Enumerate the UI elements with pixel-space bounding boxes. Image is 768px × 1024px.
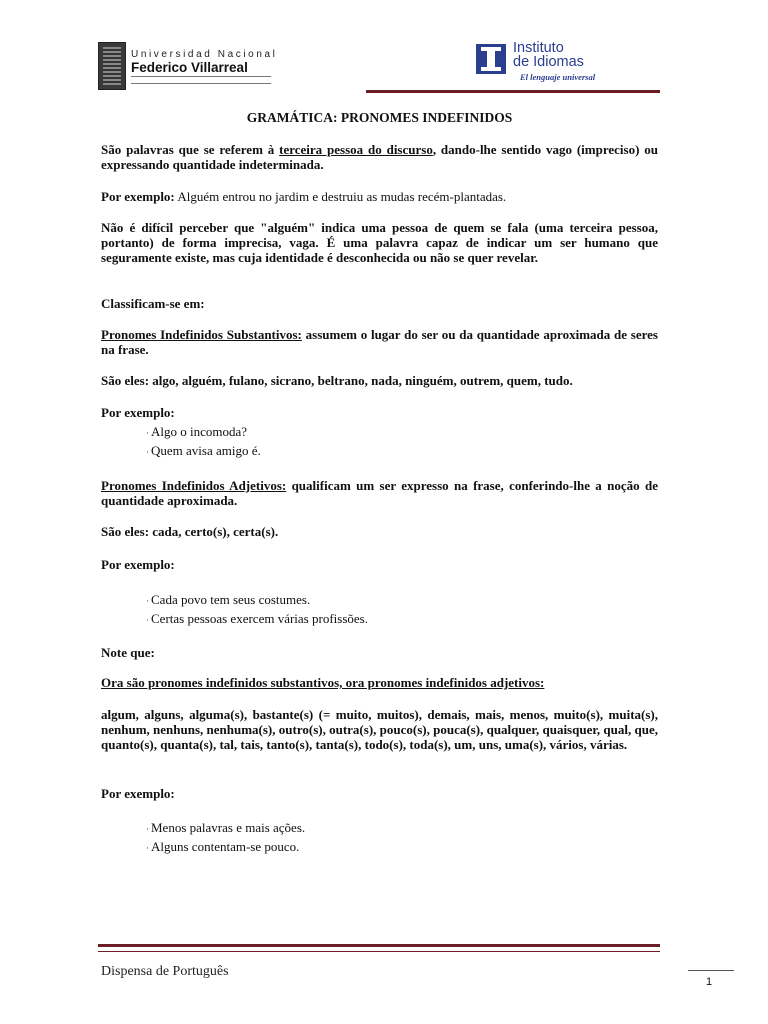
bullet-icon: · (146, 428, 149, 438)
institute-mark-icon (476, 44, 506, 74)
note-heading: Ora são pronomes indefinidos substantivos, ora pronomes indefinidos adjetivos: (101, 675, 545, 690)
university-name-line1: Universidad Nacional (131, 49, 278, 60)
adjetivos-example-1: · Cada povo tem seus costumes. (146, 592, 311, 607)
substantivos-example-label: Por exemplo: (101, 405, 175, 420)
note-example-1: · Menos palavras e mais ações. (146, 820, 306, 835)
example-1 (101, 189, 658, 204)
page-header (98, 40, 660, 96)
adjetivos-heading: Pronomes Indefinidos Adjetivos: (101, 478, 287, 493)
substantivos-definition (101, 327, 658, 357)
substantivos-heading: Pronomes Indefinidos Substantivos: (101, 327, 302, 342)
bullet-icon: · (146, 596, 149, 606)
substantivos-list: São eles: algo, alguém, fulano, sicrano, beltrano, nada, ninguém, outrem, quem, tudo. (101, 373, 573, 388)
note-example-2: · Alguns contentam-se pouco. (146, 839, 300, 854)
substantivos-text: assumem o lugar do ser ou da quantidade aproximada de seres na frase. (101, 327, 658, 358)
document-title: GRAMÁTICA: PRONOMES INDEFINIDOS (246, 110, 513, 125)
adjetivos-definition (101, 478, 658, 508)
institute-tagline: El lenguaje universal (520, 72, 596, 82)
institute-name: Instituto de Idiomas (513, 40, 584, 70)
paragraph-2: Não é difícil perceber que "alguém" indica uma pessoa de quem se fala (uma terceira pessoa, portanto) de forma imprecisa, vaga. É uma palavra capaz de indicar um ser humano que seguramente existe, mas cuja identidade é desconhecida ou não se quer revelar. (101, 220, 658, 266)
intro-link: terceira pessoa do discurso (279, 142, 433, 157)
substantivos-example-1: · Algo o incomoda? (146, 424, 248, 439)
adjetivos-example-2: · Certas pessoas exercem várias profissões. (146, 611, 368, 626)
note-example-label: Por exemplo: (101, 786, 175, 801)
footer-divider (98, 944, 660, 952)
example-1-label: Por exemplo: (101, 189, 175, 204)
intro-text-2: , dando-lhe sentido vago (impreciso) ou expressando quantidade indeterminada. (101, 142, 659, 173)
header-divider (366, 90, 660, 97)
university-name-line2: Federico Villarreal (131, 60, 248, 75)
bullet-icon: · (146, 615, 149, 625)
bullet-icon: · (146, 824, 149, 834)
adjetivos-example-label: Por exemplo: (101, 557, 175, 572)
note-label: Note que: (101, 645, 155, 660)
institute-logo (476, 40, 660, 88)
page-number-rule (688, 970, 734, 971)
intro-paragraph (101, 142, 658, 172)
adjetivos-text: qualificam um ser expresso na frase, conferindo-lhe a noção de quantidade aproximada. (101, 478, 658, 509)
bullet-icon: · (146, 447, 149, 457)
page-number: 1 (706, 976, 713, 988)
university-logo-bars (131, 76, 271, 84)
intro-text-1: São palavras que se referem à (101, 142, 280, 157)
note-list: algum, alguns, alguma(s), bastante(s) (= muito, muitos), demais, mais, menos, muito(s), muita(s), nenhum, nenhuns, nenhuma(s), outro(s), outra(s), pouco(s), pouca(s), qualquer, quaisquer, qual, que, quanto(s), quanta(s), tal, tais, tanto(s), tanta(s), todo(s), toda(s), um, uns, uma(s), vários, várias. (101, 707, 658, 753)
footer-text: Dispensa de Português (101, 964, 229, 979)
substantivos-example-2: · Quem avisa amigo é. (146, 443, 261, 458)
university-seal-icon (98, 42, 126, 90)
adjetivos-list: São eles: cada, certo(s), certa(s). (101, 524, 279, 539)
classify-heading: Classificam-se em: (101, 296, 205, 311)
university-logo (98, 42, 278, 90)
example-1-text: Alguém entrou no jardim e destruiu as mudas recém-plantadas. (174, 189, 507, 204)
bullet-icon: · (146, 843, 149, 853)
